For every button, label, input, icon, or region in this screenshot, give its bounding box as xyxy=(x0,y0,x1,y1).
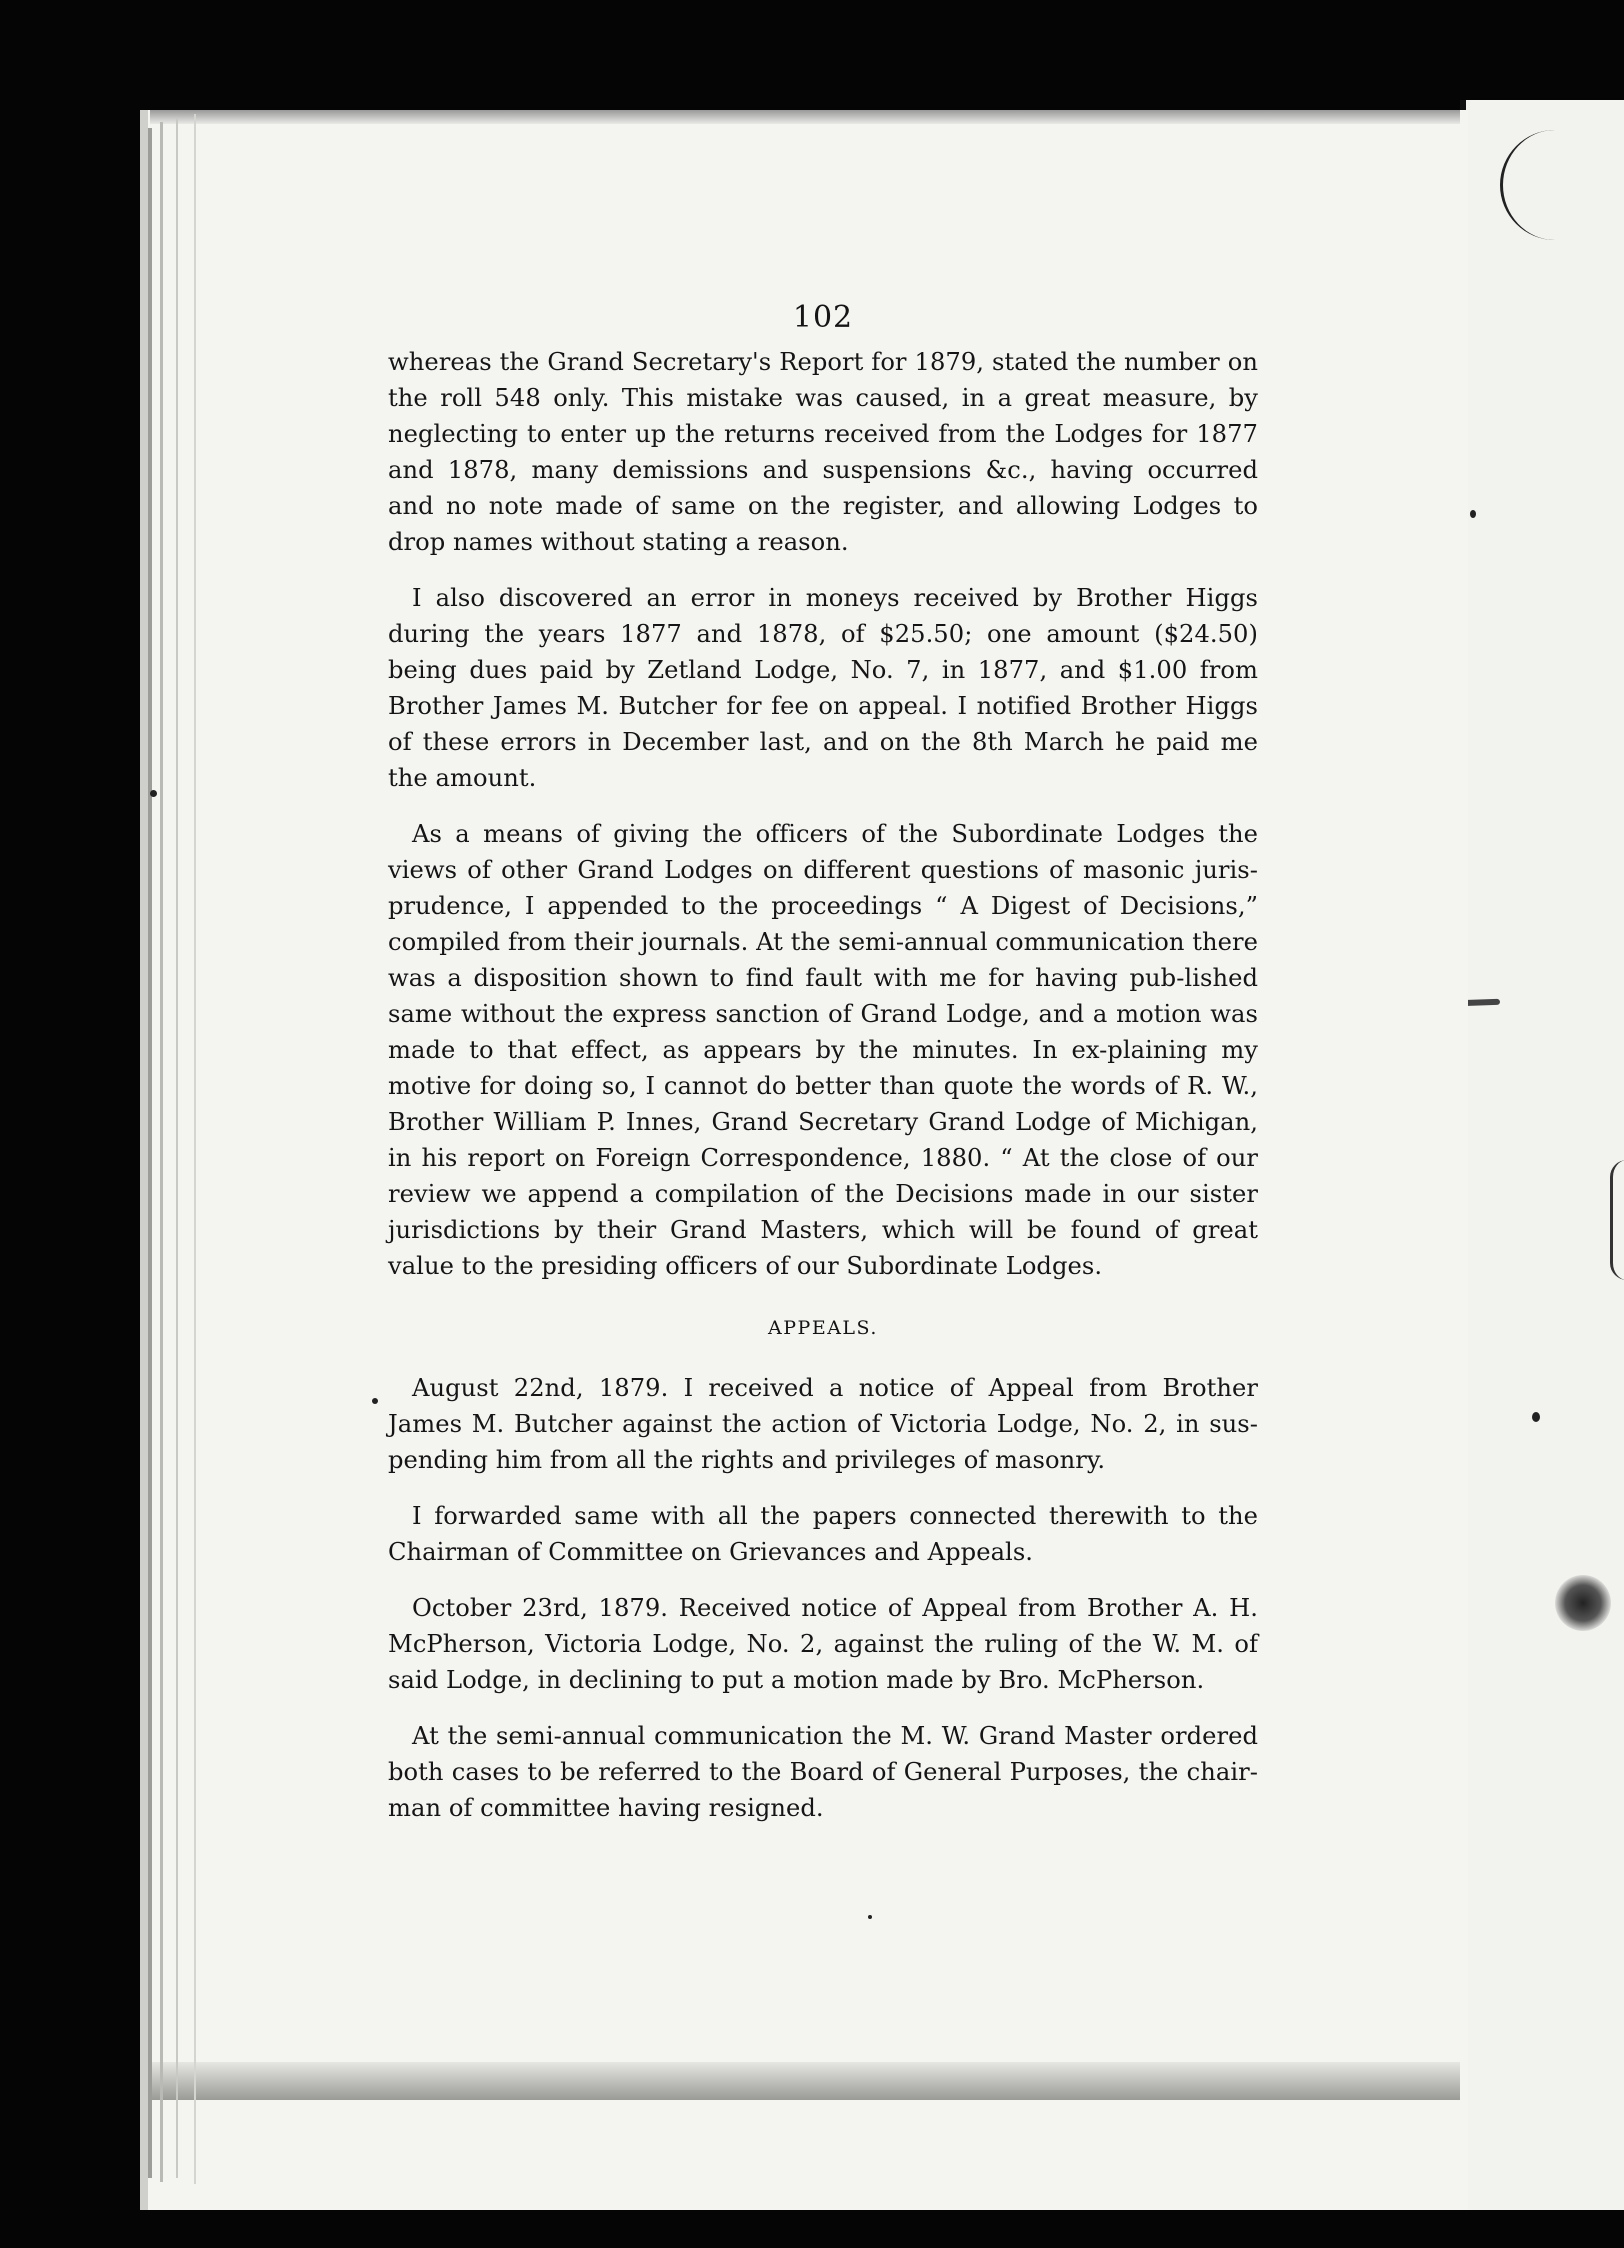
paragraph: whereas the Grand Secretary's Report for 1879, stated the number on the roll 548 only. This mistake was caused, in a great measure, by neglecting to enter up the returns received from the Lodges for 1877 and 1878, many demissions and suspensions &c., having occurred and no note made of same on the register, and allowing Lodges to drop names without stating a reason. xyxy=(388,348,1258,556)
paragraph: August 22nd, 1879. I received a notice of Appeal from Brother James M. Butcher against the action of Victoria Lodge, No. 2, in sus-pending him from all the rights and privileges of masonry. xyxy=(388,1374,1258,1474)
speck xyxy=(1470,510,1476,518)
page-number: 102 xyxy=(792,300,854,335)
paragraph: I forwarded same with all the papers connected therewith to the Chairman of Committee on Grievances and Appeals. xyxy=(388,1502,1258,1566)
page-edge xyxy=(150,110,1460,124)
page-edge xyxy=(150,2062,1460,2100)
paragraph: As a means of giving the officers of the Subordinate Lodges the views of other Grand Lodges on different questions of masonic juris-prudence, I appended to the proceedings “ A Digest of Decisions,” compiled from their journals. At the semi-annual communication there was a disposition shown to find fault with me for having pub-lished same without the express sanction of Grand Lodge, and a motion was made to that effect, as appears by the minutes. In ex-plaining my motive for doing so, I cannot do better than quote the words of R. W., Brother William P. Innes, Grand Secretary Grand Lodge of Michigan, in his report on Foreign Correspondence, 1880. “ At the close of our review we append a compilation of the Decisions made in our sister jurisdictions by their Grand Masters, which will be found of great value to the presiding officers of our Subordinate Lodges. xyxy=(388,820,1258,1280)
speck xyxy=(1532,1412,1540,1422)
page-text xyxy=(388,300,1258,1846)
facing-page-mark xyxy=(1610,1160,1624,1280)
paragraph: I also discovered an error in moneys received by Brother Higgs during the years 1877 and 1878, of $25.50; one amount ($24.50) being dues paid by Zetland Lodge, No. 7, in 1877, and $1.00 from Brother James M. Butcher for fee on appeal. I notified Brother Higgs of these errors in December last, and on the 8th March he paid me the amount. xyxy=(388,584,1258,792)
page-edge xyxy=(194,114,196,2184)
page-edge xyxy=(160,122,163,2182)
paragraph: October 23rd, 1879. Received notice of Appeal from Brother A. H. McPherson, Victoria Lodge, No. 2, against the ruling of the W. M. of said Lodge, in declining to put a motion made by Bro. McPherson. xyxy=(388,1594,1258,1694)
page-edge xyxy=(176,118,178,2178)
speck xyxy=(150,790,157,797)
facing-page xyxy=(1460,100,1624,2210)
speck xyxy=(868,1915,872,1919)
section-heading: APPEALS. xyxy=(768,1317,878,1339)
page-edge xyxy=(148,128,152,2178)
ink-blot xyxy=(1555,1575,1611,1631)
paragraph: At the semi-annual communication the M. W. Grand Master ordered both cases to be referred to the Board of General Purposes, the chair-man of committee having resigned. xyxy=(388,1722,1258,1822)
speck xyxy=(372,1398,378,1404)
